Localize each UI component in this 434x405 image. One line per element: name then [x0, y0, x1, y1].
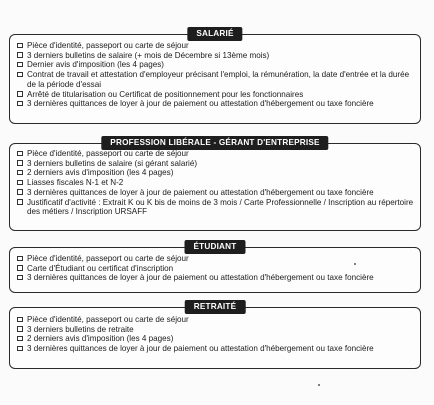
list-item: Dernier avis d'imposition (les 4 pages)	[16, 60, 414, 70]
checkbox[interactable]	[17, 72, 23, 78]
checkbox[interactable]	[17, 336, 23, 342]
checkbox[interactable]	[17, 189, 23, 195]
section-etudiant	[9, 242, 421, 293]
checkbox[interactable]	[17, 199, 23, 205]
list-item: Pièce d'identité, passeport ou carte de séjour	[16, 149, 414, 159]
list-item: 3 dernières quittances de loyer à jour de paiement ou attestation d'hébergement ou taxe foncière	[16, 273, 414, 283]
section-title-retraite: RETRAITÉ	[185, 300, 246, 314]
list-item: Justificatif d'activité : Extrait K ou K bis de moins de 3 mois / Carte Professionnelle / Inscription au répertoire des métiers / Inscription URSAFF	[16, 198, 414, 217]
checklist-etudiant	[10, 248, 420, 283]
checklist-retraite	[10, 308, 420, 354]
checkbox[interactable]	[17, 180, 23, 186]
checkbox[interactable]	[17, 151, 23, 157]
list-item: Pièce d'identité, passeport ou carte de séjour	[16, 315, 414, 325]
list-item: Arrêté de titularisation ou Certificat de positionnement pour les fonctionnaires	[16, 90, 414, 100]
checkbox[interactable]	[17, 275, 23, 281]
checkbox[interactable]	[17, 346, 23, 352]
checkbox[interactable]	[17, 265, 23, 271]
section-salarie	[9, 29, 421, 124]
list-item: Liasses fiscales N-1 et N-2	[16, 178, 414, 188]
section-title-etudiant: ÉTUDIANT	[185, 240, 246, 254]
checkbox[interactable]	[17, 326, 23, 332]
checkbox[interactable]	[17, 170, 23, 176]
checkbox[interactable]	[17, 62, 23, 68]
list-item: 3 derniers bulletins de salaire (+ mois de Décembre si 13ème mois)	[16, 51, 414, 61]
checkbox[interactable]	[17, 160, 23, 166]
checklist-profession-liberale	[10, 144, 420, 217]
section-title-salarie: SALARIÉ	[187, 27, 242, 41]
section-profession-liberale	[9, 138, 421, 231]
checkbox[interactable]	[17, 317, 23, 323]
checklist-salarie	[10, 35, 420, 109]
list-item: 2 derniers avis d'imposition (les 4 pages)	[16, 334, 414, 344]
checkbox[interactable]	[17, 256, 23, 262]
section-retraite	[9, 302, 421, 369]
list-item: Pièce d'identité, passeport ou carte de séjour	[16, 254, 414, 264]
checkbox[interactable]	[17, 52, 23, 58]
checkbox[interactable]	[17, 43, 23, 49]
list-item: 3 derniers bulletins de retraite	[16, 325, 414, 335]
list-item: 3 dernières quittances de loyer à jour de paiement ou attestation d'hébergement ou taxe foncière	[16, 188, 414, 198]
list-item: 3 dernières quittances de loyer à jour de paiement ou attestation d'hébergement ou taxe foncière	[16, 99, 414, 109]
scan-speck	[318, 384, 320, 386]
list-item: 2 derniers avis d'imposition (les 4 pages)	[16, 168, 414, 178]
checkbox[interactable]	[17, 101, 23, 107]
scan-speck	[354, 263, 356, 265]
list-item: Contrat de travail et attestation d'employeur précisant l'emploi, la rémunération, la date d'entrée et la durée de la période d'essai	[16, 70, 414, 89]
list-item: 3 derniers bulletins de salaire (si gérant salarié)	[16, 159, 414, 169]
checkbox[interactable]	[17, 91, 23, 97]
list-item: 3 dernières quittances de loyer à jour de paiement ou attestation d'hébergement ou taxe foncière	[16, 344, 414, 354]
section-title-profession-liberale: PROFESSION LIBÉRALE - GÉRANT D'ENTREPRISE	[101, 136, 328, 150]
list-item: Carte d'Étudiant ou certificat d'inscription	[16, 264, 414, 274]
list-item: Pièce d'identité, passeport ou carte de séjour	[16, 41, 414, 51]
